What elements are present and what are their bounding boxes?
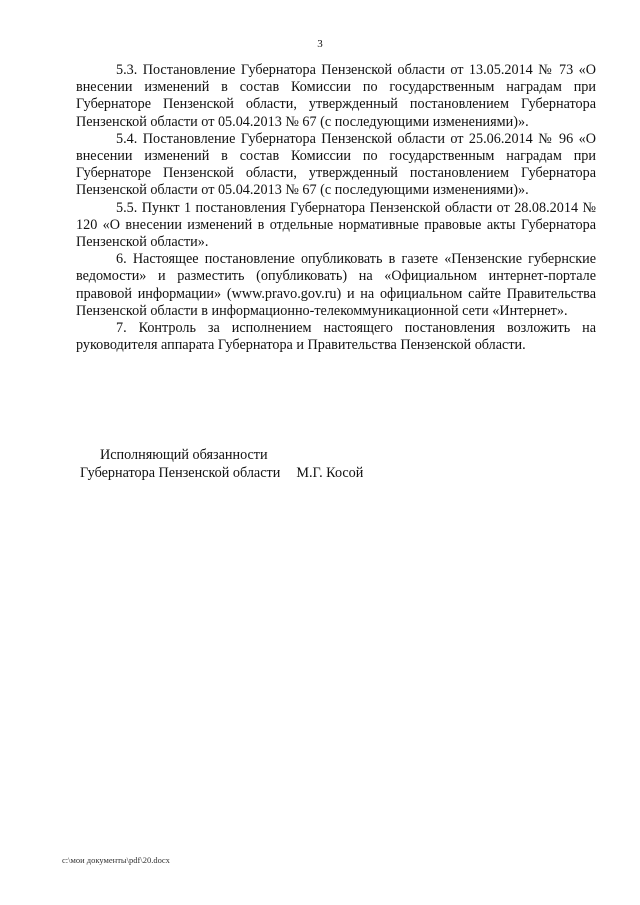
paragraph-5-5: 5.5. Пункт 1 постановления Губернатора Пензенской области от 28.08.2014 № 120 «О внесении изменений в отдельные нормативные правовые акты Губернатора Пензенской области». <box>76 199 596 251</box>
paragraph-5-4: 5.4. Постановление Губернатора Пензенской области от 25.06.2014 № 96 «О внесении изменений в состав Комиссии по государственным наградам при Губернаторе Пензенской области, утвержденный постановлением Губернатора Пензенской области от 05.04.2013 № 67 (с последующими изменениями)». <box>76 130 596 199</box>
document-body <box>76 62 596 354</box>
signature-title-line2: Губернатора Пензенской области <box>80 465 281 481</box>
signature-title-line1: Исполняющий обязанности <box>100 447 268 463</box>
signature-title-row <box>80 464 540 482</box>
signatory-name: М.Г. Косой <box>296 465 364 481</box>
page-number: 3 <box>317 38 323 50</box>
paragraph-5-3: 5.3. Постановление Губернатора Пензенской области от 13.05.2014 № 73 «О внесении изменений в состав Комиссии по государственным наградам при Губернаторе Пензенской области, утвержденный постановлением Губернатора Пензенской области от 05.04.2013 № 67 (с последующими изменениями)». <box>76 62 596 130</box>
signature-block <box>80 446 540 482</box>
footer-file-path: c:\мои документы\pdf\20.docx <box>62 855 170 865</box>
paragraph-7: 7. Контроль за исполнением настоящего постановления возложить на руководителя аппарата Губернатора и Правительства Пензенской области. <box>76 320 596 354</box>
paragraph-6: 6. Настоящее постановление опубликовать в газете «Пензенские губернские ведомости» и разместить (опубликовать) на «Официальном интернет-портале правовой информации» (www.pravo.gov.ru) и на официальном сайте Правительства Пензенской области в информационно-телекоммуникационной сети «Интернет». <box>76 251 596 319</box>
